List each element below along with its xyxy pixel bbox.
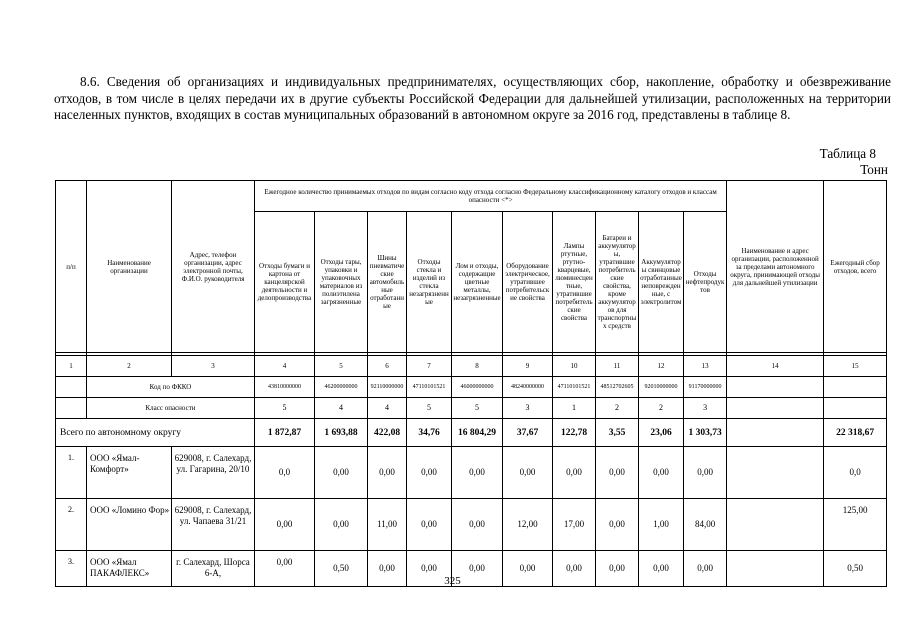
cell-value: 0,00 <box>684 551 727 587</box>
class-value: 5 <box>407 398 452 419</box>
col-number: 2 <box>87 356 172 377</box>
fkko-row <box>56 377 887 398</box>
header-org: Наименование организации <box>87 181 172 353</box>
class-value: 4 <box>315 398 368 419</box>
header-sub: Лампы ртутные, ртутно-кварцевые, люминесцентные, утратившие потребительские свойства <box>553 212 596 353</box>
col-number: 7 <box>407 356 452 377</box>
cell-value: 0,00 <box>553 447 596 499</box>
col-number: 10 <box>553 356 596 377</box>
total-row <box>56 419 887 447</box>
cell-value: 0,00 <box>255 499 315 551</box>
class-label: Класс опасности <box>87 398 255 419</box>
header-sub: Батареи и аккумуляторы, утратившие потребительские свойства, кроме аккумуляторов для транспортных средств <box>596 212 639 353</box>
cell-value: 0,00 <box>452 499 503 551</box>
fkko-code: 91170000000 <box>684 377 727 398</box>
cell-value: 0,00 <box>553 551 596 587</box>
row-number: 2. <box>56 499 87 551</box>
cell-value: 12,00 <box>503 499 553 551</box>
row-number: 1. <box>56 447 87 499</box>
grand-total: 22 318,67 <box>824 419 887 447</box>
cell-value: 0,00 <box>255 551 315 587</box>
total-value: 23,06 <box>639 419 684 447</box>
col-number: 6 <box>368 356 407 377</box>
cell-value: 17,00 <box>553 499 596 551</box>
total-value: 3,55 <box>596 419 639 447</box>
total-value: 122,78 <box>553 419 596 447</box>
cell-value: 84,00 <box>684 499 727 551</box>
fkko-code: 43810000000 <box>255 377 315 398</box>
cell-value: 0,00 <box>639 447 684 499</box>
cell-value: 0,00 <box>503 447 553 499</box>
dest-org <box>727 499 824 551</box>
header-address: Адрес, телефон организации, адрес электронной почты, Ф.И.О. руководителя <box>172 181 255 353</box>
cell-value: 0,00 <box>596 447 639 499</box>
org-address: 629008, г. Салехард, ул. Гагарина, 20/10 <box>172 447 255 499</box>
cell-value: 0,00 <box>596 499 639 551</box>
cell-value: 0,00 <box>407 499 452 551</box>
cell-value: 0,00 <box>315 447 368 499</box>
unit-label: Тонн <box>860 162 888 177</box>
header-dest: Наименование и адрес организации, расположенной за пределами автономного округа, принимающей отходы для дальнейшей утилизации <box>727 181 824 353</box>
header-sub: Отходы стекла и изделий из стекла незагрязненные <box>407 212 452 353</box>
total-value: 34,76 <box>407 419 452 447</box>
intro-text: 8.6. Сведения об организациях и индивидуальных предпринимателях, осуществляющих сбор, накопление, обработку и обезвреживание отходов, в том числе в целях передачи их в другие субъекты Российской Федерации для дальнейшей утилизации, расположенных на территории населенных пунктов, входящих в состав муниципальных образований в автономном округе за 2016 год, представлены в таблице 8. <box>54 74 891 123</box>
header-group: Ежегодное количество принимаемых отходов по видам согласно коду отхода согласно Федеральному классификационному каталогу отходов и классам опасности <*> <box>255 181 727 212</box>
header-sub: Отходы тары, упаковки и упаковочных материалов из полиэтилена загрязненные <box>315 212 368 353</box>
row-total: 0,0 <box>824 447 887 499</box>
org-name: ООО «Ямал-Комфорт» <box>87 447 172 499</box>
fkko-code: 48512702605 <box>596 377 639 398</box>
total-value: 16 804,29 <box>452 419 503 447</box>
fkko-code: 47110101521 <box>407 377 452 398</box>
cell-value: 0,00 <box>639 551 684 587</box>
fkko-code: 46200000000 <box>315 377 368 398</box>
dest-org <box>727 447 824 499</box>
cell-value: 0,50 <box>315 551 368 587</box>
cell-value: 0,00 <box>684 447 727 499</box>
cell-value: 0,00 <box>452 551 503 587</box>
table-caption <box>768 146 888 178</box>
table-label: Таблица 8 <box>819 146 876 161</box>
header-sub: Оборудование электрическое, утратившее потребительские свойства <box>503 212 553 353</box>
page-number: 325 <box>444 575 461 587</box>
header-pn: п/п <box>56 181 87 353</box>
col-number: 5 <box>315 356 368 377</box>
fkko-code: 46000000000 <box>452 377 503 398</box>
total-value: 1 693,88 <box>315 419 368 447</box>
fkko-code: 48240000000 <box>503 377 553 398</box>
cell-value: 0,00 <box>368 447 407 499</box>
fkko-code: 92010000000 <box>639 377 684 398</box>
fkko-code: 92110000000 <box>368 377 407 398</box>
header-sub: Аккумуляторы свинцовые отработанные неповрежденные, с электролитом <box>639 212 684 353</box>
col-number: 12 <box>639 356 684 377</box>
total-value: 422,08 <box>368 419 407 447</box>
header-sub: Отходы нефтепродуктов <box>684 212 727 353</box>
column-numbers-row <box>56 356 887 377</box>
cell-value: 0,00 <box>407 551 452 587</box>
col-number: 9 <box>503 356 553 377</box>
row-total: 125,00 <box>824 499 887 551</box>
class-row <box>56 398 887 419</box>
header-sub: Шины пневматические автомобильные отработанные <box>368 212 407 353</box>
cell-value: 0,00 <box>596 551 639 587</box>
total-value: 37,67 <box>503 419 553 447</box>
col-number: 14 <box>727 356 824 377</box>
col-number: 1 <box>56 356 87 377</box>
cell-value: 11,00 <box>368 499 407 551</box>
header-total: Ежегодный сбор отходов, всего <box>824 181 887 353</box>
col-number: 8 <box>452 356 503 377</box>
class-value: 3 <box>684 398 727 419</box>
row-number: 3. <box>56 551 87 587</box>
col-number: 13 <box>684 356 727 377</box>
col-number: 3 <box>172 356 255 377</box>
org-name: ООО «Ломино Фор» <box>87 499 172 551</box>
waste-table <box>55 180 887 587</box>
header-sub: Отходы бумаги и картона от канцелярской деятельности и делопроизводства <box>255 212 315 353</box>
org-address: 629008, г. Салехард, ул. Чапаева 31/21 <box>172 499 255 551</box>
org-name: ООО «Ямал ПАКАФЛЕКС» <box>87 551 172 587</box>
total-value: 1 872,87 <box>255 419 315 447</box>
intro-paragraph <box>54 74 891 124</box>
table-row <box>56 447 887 499</box>
col-number: 11 <box>596 356 639 377</box>
class-value: 4 <box>368 398 407 419</box>
fkko-label: Код по ФККО <box>87 377 255 398</box>
row-total: 0,50 <box>824 551 887 587</box>
class-value: 2 <box>639 398 684 419</box>
cell-value: 0,00 <box>452 447 503 499</box>
org-address: г. Салехард, Шорса 6-А, <box>172 551 255 587</box>
total-value: 1 303,73 <box>684 419 727 447</box>
header-sub: Лом и отходы, содержащие цветные металлы, незагрязненные <box>452 212 503 353</box>
cell-value: 0,00 <box>503 551 553 587</box>
class-value: 5 <box>255 398 315 419</box>
header-row-1 <box>56 181 887 212</box>
class-value: 5 <box>452 398 503 419</box>
class-value: 3 <box>503 398 553 419</box>
col-number: 4 <box>255 356 315 377</box>
class-value: 1 <box>553 398 596 419</box>
class-value: 2 <box>596 398 639 419</box>
table-row <box>56 499 887 551</box>
cell-value: 0,00 <box>368 551 407 587</box>
fkko-code: 47110101521 <box>553 377 596 398</box>
col-number: 15 <box>824 356 887 377</box>
cell-value: 1,00 <box>639 499 684 551</box>
total-label: Всего по автономному округу <box>56 419 255 447</box>
cell-value: 0,0 <box>255 447 315 499</box>
cell-value: 0,00 <box>315 499 368 551</box>
cell-value: 0,00 <box>407 447 452 499</box>
